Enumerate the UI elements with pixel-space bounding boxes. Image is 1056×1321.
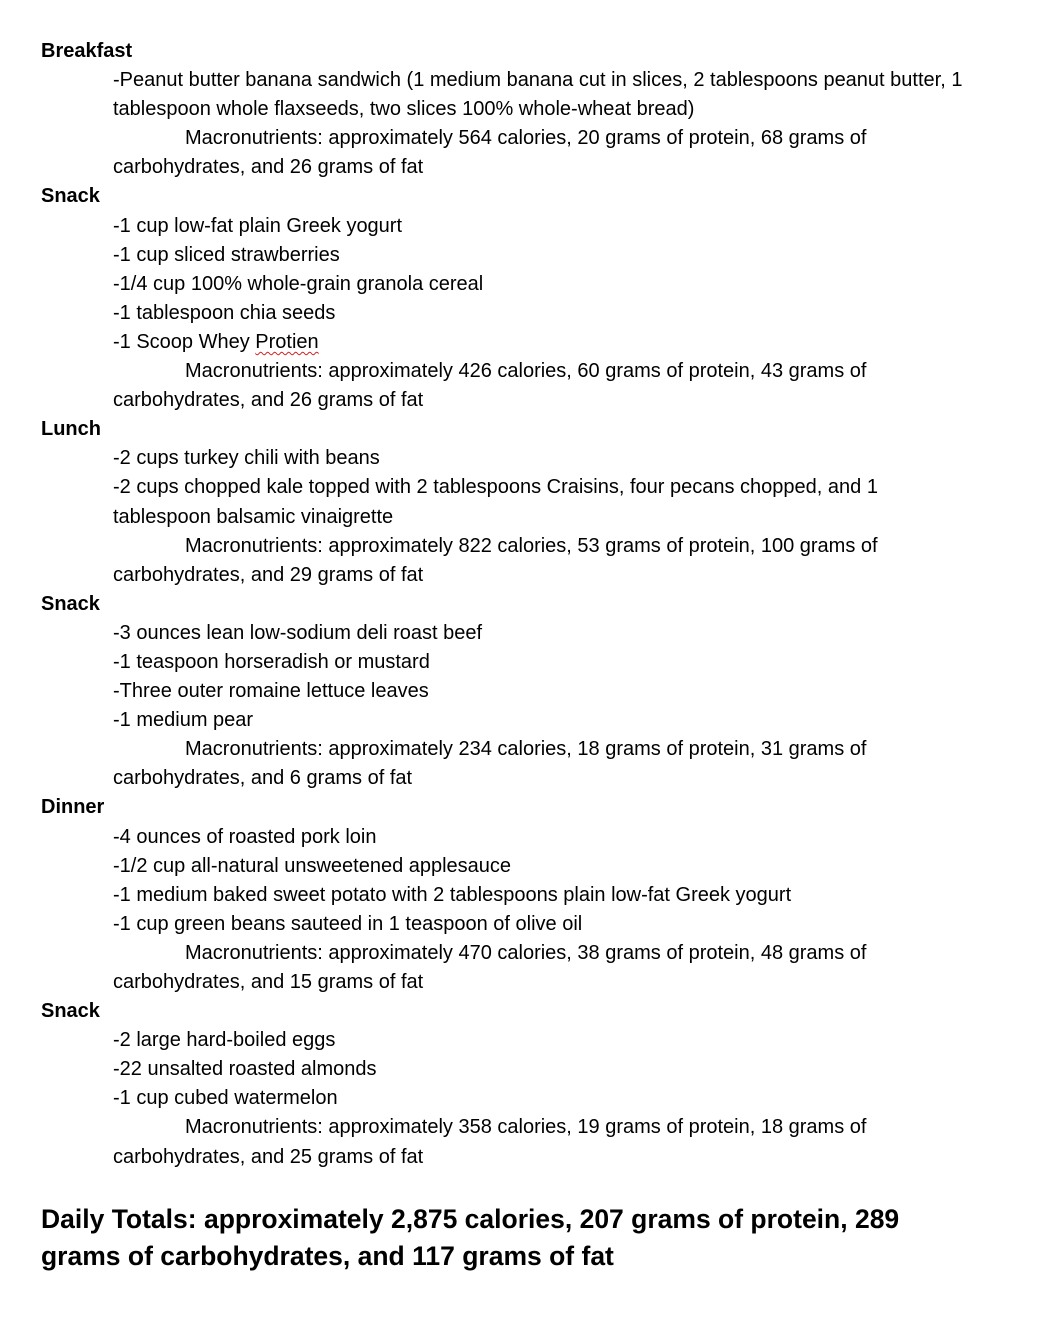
meal-item: -1 medium pear: [113, 709, 254, 732]
meal-item: -1 cup cubed watermelon: [113, 1087, 338, 1110]
meal-item-text: -1 Scoop Whey: [113, 330, 256, 353]
meal-item: -1/4 cup 100% whole-grain granola cereal: [113, 272, 484, 295]
meal-item: -1 teaspoon horseradish or mustard: [113, 650, 430, 673]
meal-section-lunch: [41, 415, 971, 590]
meal-heading: Breakfast: [41, 40, 133, 62]
meal-item: [113, 328, 971, 357]
meal-item: -1 medium baked sweet potato with 2 tablespoons plain low-fat Greek yogurt: [113, 883, 792, 906]
meal-heading: Snack: [41, 592, 100, 615]
meal-item: -2 cups chopped kale topped with 2 tablespoons Craisins, four pecans chopped, and 1 tablespoon balsamic vinaigrette: [113, 476, 878, 528]
macronutrients-line: Macronutrients: approximately 234 calories, 18 grams of protein, 31 grams of carbohydrates, and 6 grams of fat: [113, 738, 867, 790]
macronutrients-line: Macronutrients: approximately 358 calories, 19 grams of protein, 18 grams of carbohydrates, and 25 grams of fat: [113, 1116, 867, 1168]
meal-item: -22 unsalted roasted almonds: [113, 1058, 377, 1081]
macronutrients-line: Macronutrients: approximately 822 calories, 53 grams of protein, 100 grams of carbohydrates, and 29 grams of fat: [113, 534, 878, 586]
meal-item: -2 cups turkey chili with beans: [113, 447, 380, 470]
meal-item: -1 cup green beans sauteed in 1 teaspoon of olive oil: [113, 912, 583, 935]
meal-heading: Snack: [41, 185, 100, 208]
meal-section-snack-1: [41, 182, 971, 415]
meal-section-breakfast: [41, 37, 971, 182]
meal-heading: Lunch: [41, 418, 101, 441]
meal-section-snack-2: [41, 590, 971, 794]
meal-item: -1 tablespoon chia seeds: [113, 301, 336, 324]
misspelled-word[interactable]: Protien: [255, 330, 319, 353]
meal-item: -4 ounces of roasted pork loin: [113, 825, 377, 848]
daily-totals: Daily Totals: approximately 2,875 calories, 207 grams of protein, 289 grams of carbohydrates, and 117 grams of fat: [41, 1203, 900, 1271]
meal-heading: Snack: [41, 1000, 100, 1023]
meal-heading: Dinner: [41, 796, 105, 819]
meal-item: -Three outer romaine lettuce leaves: [113, 680, 429, 703]
macronutrients-line: Macronutrients: approximately 564 calories, 20 grams of protein, 68 grams of carbohydrates, and 26 grams of fat: [113, 127, 867, 179]
meal-plan-document: [41, 37, 971, 1275]
meal-item: -1 cup low-fat plain Greek yogurt: [113, 214, 403, 237]
meal-item: -1 cup sliced strawberries: [113, 243, 340, 266]
meal-item: -3 ounces lean low-sodium deli roast beef: [113, 621, 483, 644]
meal-item: -1/2 cup all-natural unsweetened applesauce: [113, 854, 512, 877]
macronutrients-line: Macronutrients: approximately 426 calories, 60 grams of protein, 43 grams of carbohydrates, and 26 grams of fat: [113, 360, 867, 412]
macronutrients-line: Macronutrients: approximately 470 calories, 38 grams of protein, 48 grams of carbohydrates, and 15 grams of fat: [113, 941, 867, 993]
meal-section-snack-3: [41, 997, 971, 1172]
meal-item: -Peanut butter banana sandwich (1 medium banana cut in slices, 2 tablespoons peanut butter, 1 tablespoon whole flaxseeds, two slices 100% whole-wheat bread): [113, 69, 963, 121]
meal-item: -2 large hard-boiled eggs: [113, 1029, 336, 1052]
meal-section-dinner: [41, 793, 971, 997]
